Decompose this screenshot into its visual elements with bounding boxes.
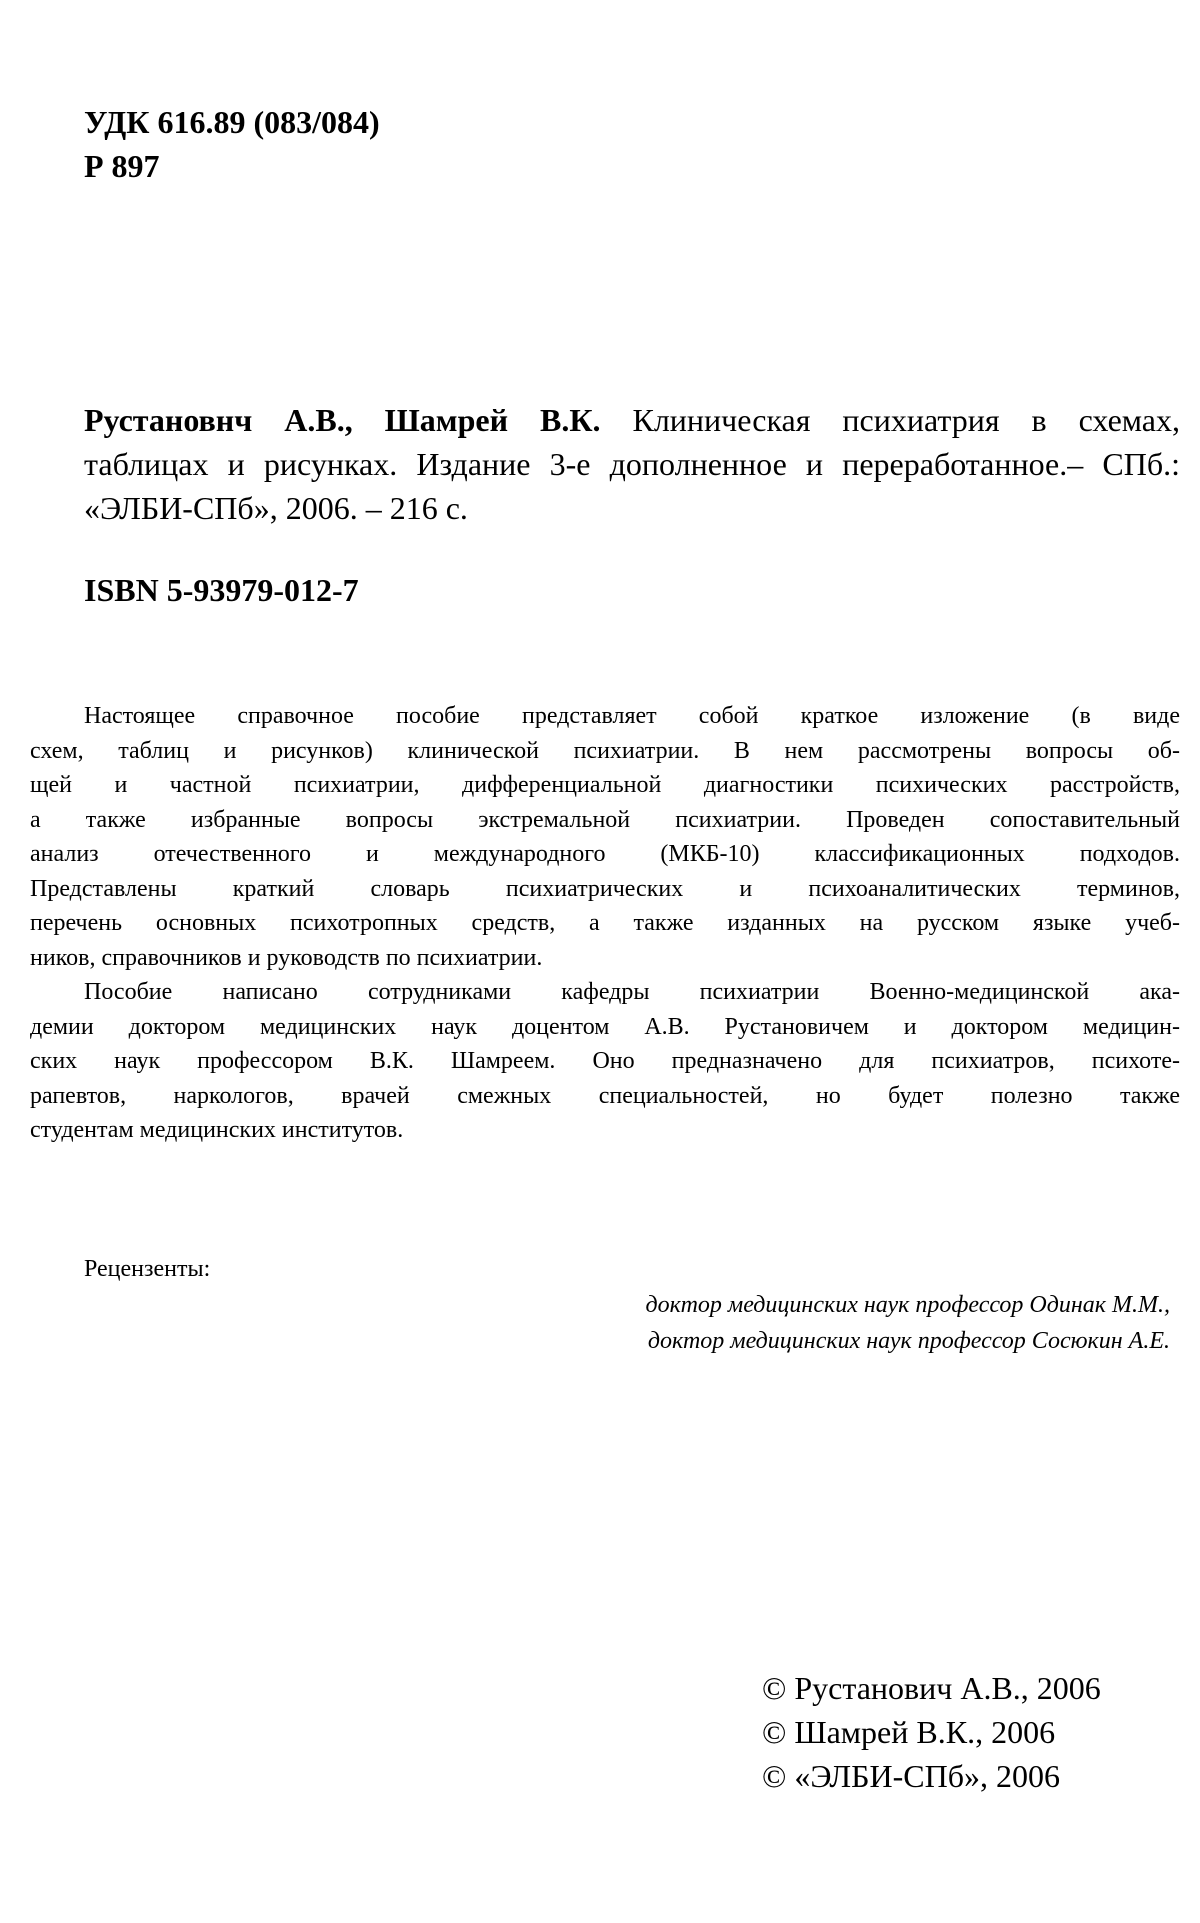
abstract-line: студентам медицинских институтов. [30,1117,404,1143]
abstract-line: щей и частной психиатрии, дифференциальной диагностики психических расстройств, [30,772,1180,798]
udk-code: УДК 616.89 (083/084) [84,104,380,140]
bibliographic-record [84,398,1180,530]
abstract-line: ских наук профессором В.К. Шамреем. Оно предназначено для психиатров, психоте- [30,1048,1180,1074]
copyright-block [762,1666,1101,1798]
biblio-line-3: «ЭЛБИ-СПб», 2006. – 216 с. [84,490,468,526]
abstract-line: а также избранные вопросы экстремальной психиатрии. Проведен сопоставительный [30,806,1180,833]
author-mark: Р 897 [84,148,160,184]
copyright-line: © Рустанович А.В., 2006 [762,1670,1101,1706]
abstract-line: рапевтов, наркологов, врачей смежных специальностей, но будет полезно также [30,1082,1180,1109]
copyright-line: © «ЭЛБИ-СПб», 2006 [762,1758,1060,1794]
abstract-line: ников, справочников и руководств по психиатрии. [30,944,543,971]
abstract-line: Пособие написано сотрудниками кафедры психиатрии Военно-медицинской ака- [84,979,1180,1005]
biblio-title: Клиническая психиатрия в схемах, [632,402,1180,438]
abstract [30,699,1180,1148]
reviewer-item: доктор медицинских наук профессор Сосюкин А.Е. [647,1328,1170,1354]
udk-block [84,100,380,188]
isbn: ISBN 5-93979-012-7 [84,572,359,608]
reviewers-label: Рецензенты: [84,1256,211,1282]
biblio-authors: Рустановнч А.В., Шамрей В.К. [84,402,601,438]
abstract-line: схем, таблиц и рисунков) клинической психиатрии. В нем рассмотрены вопросы об- [30,737,1180,764]
reviewer-item: доктор медицинских наук профессор Одинак М.М., [645,1292,1170,1318]
abstract-line: Настоящее справочное пособие представляет собой краткое изложение (в виде [84,703,1180,729]
biblio-line-2: таблицах и рисунках. Издание 3-е дополненное и переработанное.– СПб.: [84,446,1180,482]
abstract-line: демии доктором медицинских наук доцентом А.В. Рустановичем и доктором медицин- [30,1013,1180,1040]
abstract-line: Представлены краткий словарь психиатрических и психоаналитических терминов, [30,875,1180,902]
reviewers-list [646,1287,1170,1359]
copyright-line: © Шамрей В.К., 2006 [762,1714,1056,1750]
biblio-line-1 [84,398,1180,442]
abstract-line: перечень основных психотропных средств, а также изданных на русском языке учеб- [30,910,1180,936]
abstract-line: анализ отечественного и международного (МКБ-10) классификационных подходов. [30,841,1180,867]
